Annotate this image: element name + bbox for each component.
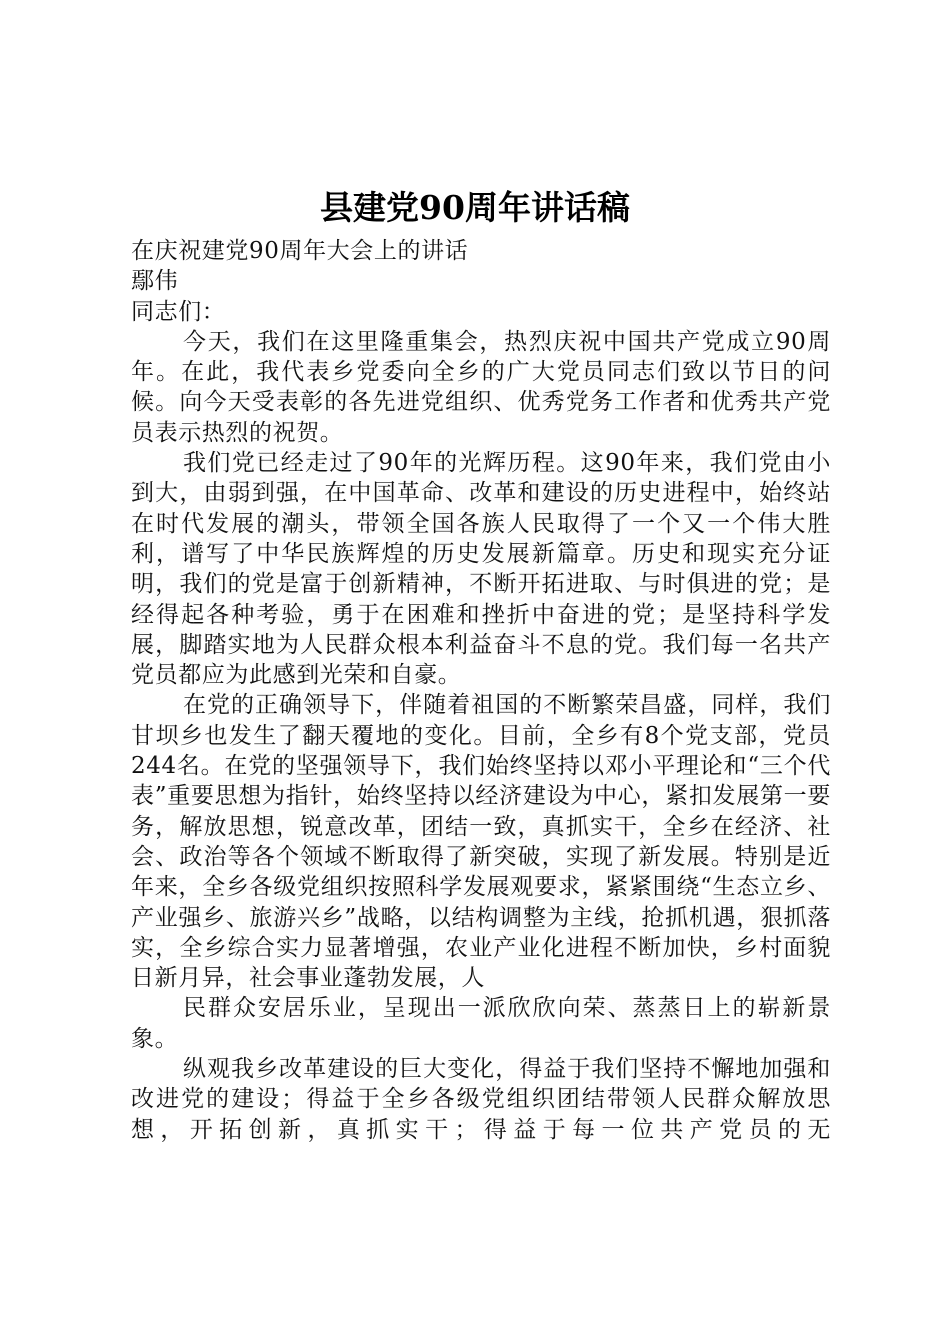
paragraph-2: 我们党已经走过了90年的光辉历程。这90年来，我们党由小到大，由弱到强，在中国革命、改革和建设的历史进程中，始终站在时代发展的潮头，带领全国各族人民取得了一个又一个伟大胜利，谱写了中华民族辉煌的历史发展新篇章。历史和现实充分证明，我们的党是富于创新精神，不断开拓进取、与时俱进的党；是经得起各种考验，勇于在困难和挫折中奋进的党；是坚持科学发展，脚踏实地为人民群众根本利益奋斗不息的党。我们每一名共产党员都应为此感到光荣和自豪。 (131, 450, 831, 689)
paragraph-3: 在党的正确领导下，伴随着祖国的不断繁荣昌盛，同样，我们甘坝乡也发生了翻天覆地的变化。目前，全乡有8个党支部，党员244名。在党的坚强领导下，我们始终坚持以邓小平理论和“三个代表”重要思想为指针，始终坚持以经济建设为中心，紧扣发展第一要务，解放思想，锐意改革，团结一致，真抓实干，全乡在经济、社会、政治等各个领域不断取得了新突破，实现了新发展。特别是近年来，全乡各级党组织按照科学发展观要求，紧紧围绕“生态立乡、产业强乡、旅游兴乡”战略，以结构调整为主线，抢抓机遇，狠抓落实，全乡综合实力显著增强，农业产业化进程不断加快，乡村面貌日新月异，社会事业蓬勃发展，人 (131, 692, 831, 992)
paragraph-1: 今天，我们在这里隆重集会，热烈庆祝中国共产党成立90周年。在此，我代表乡党委向全乡的广大党员同志们致以节日的问候。向今天受表彰的各先进党组织、优秀党务工作者和优秀共产党员表示热烈的祝贺。 (131, 328, 831, 446)
speech-subtitle: 在庆祝建党90周年大会上的讲话 (131, 238, 469, 264)
speech-author: 鄢伟 (131, 268, 179, 295)
document-body (131, 236, 831, 1145)
document-title: 县建党90周年讲话稿 (320, 188, 630, 227)
paragraph-5: 纵观我乡改革建设的巨大变化，得益于我们坚持不懈地加强和改进党的建设；得益于全乡各级党组织团结带领人民群众解放思想，开拓创新，真抓实干；得益于每一位共产党员的无 (131, 1056, 831, 1143)
salutation: 同志们： (131, 298, 226, 325)
paragraph-4: 民群众安居乐业，呈现出一派欣欣向荣、蒸蒸日上的崭新景象。 (131, 995, 831, 1052)
